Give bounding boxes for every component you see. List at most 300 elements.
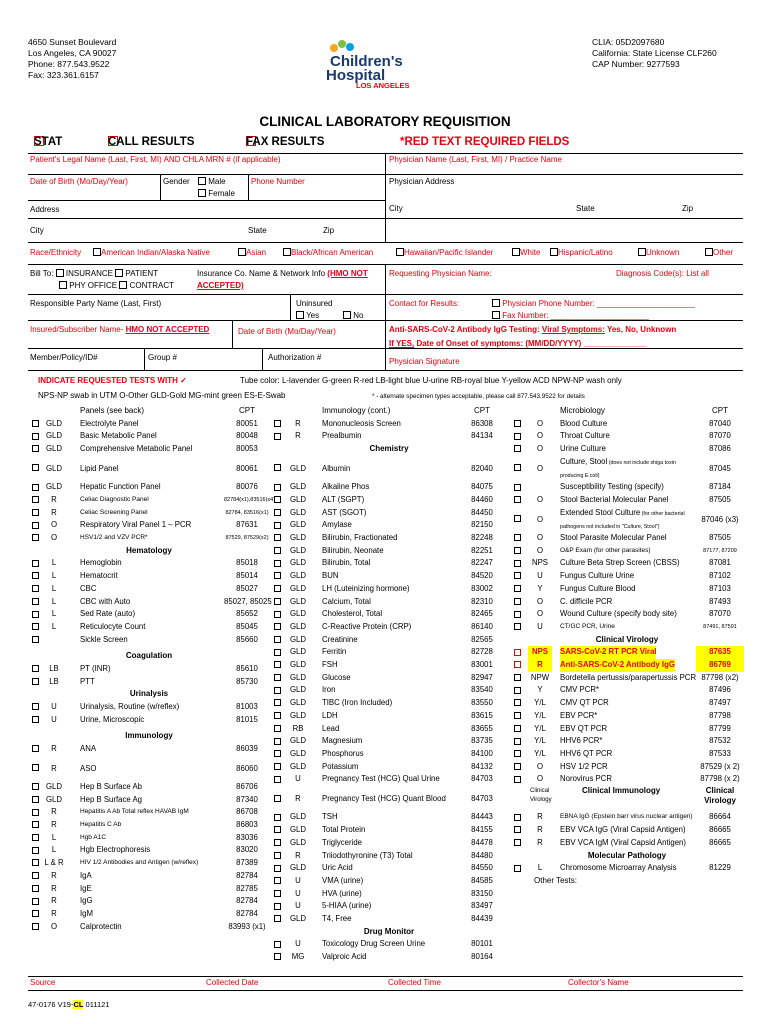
- test-checkbox[interactable]: [274, 903, 281, 910]
- test-row[interactable]: [270, 634, 508, 647]
- test-row[interactable]: [510, 507, 744, 532]
- test-row[interactable]: [270, 938, 508, 951]
- race-option[interactable]: [550, 248, 613, 258]
- test-checkbox[interactable]: [514, 560, 521, 567]
- bill-to-group: [30, 269, 158, 279]
- test-checkbox[interactable]: [514, 826, 521, 833]
- test-checkbox[interactable]: [32, 509, 39, 516]
- test-row[interactable]: [270, 875, 508, 888]
- test-checkbox[interactable]: [514, 585, 521, 592]
- test-checkbox[interactable]: [514, 445, 521, 452]
- test-row[interactable]: [28, 794, 270, 807]
- test-row[interactable]: [270, 913, 508, 926]
- test-row[interactable]: [270, 608, 508, 621]
- test-checkbox[interactable]: [32, 745, 39, 752]
- test-checkbox[interactable]: [274, 598, 281, 605]
- test-checkbox[interactable]: [274, 852, 281, 859]
- race-option[interactable]: [396, 248, 493, 258]
- test-checkbox[interactable]: [514, 484, 521, 491]
- test-checkbox[interactable]: [514, 649, 521, 656]
- test-checkbox[interactable]: [32, 611, 39, 618]
- race-option[interactable]: [512, 248, 540, 258]
- test-row[interactable]: [270, 684, 508, 697]
- phys-phone-checkbox[interactable]: [492, 299, 500, 307]
- fax-number-label: Fax Number: ______________________: [502, 311, 649, 320]
- test-row[interactable]: [28, 743, 270, 756]
- test-name: Uric Acid: [322, 863, 353, 873]
- uninsured-yes-option[interactable]: [296, 311, 319, 321]
- cpt-code: 85014: [236, 571, 258, 581]
- test-row[interactable]: [270, 850, 508, 863]
- test-row[interactable]: [270, 837, 508, 850]
- test-row[interactable]: [270, 583, 508, 596]
- test-checkbox[interactable]: [32, 796, 39, 803]
- test-checkbox[interactable]: [32, 764, 39, 771]
- cpt-code: 87496: [709, 685, 731, 695]
- test-checkbox[interactable]: [514, 420, 521, 427]
- test-row[interactable]: [28, 832, 270, 845]
- test-row[interactable]: [270, 456, 508, 481]
- test-row[interactable]: [510, 862, 744, 875]
- test-row[interactable]: [510, 481, 744, 494]
- test-name: Fungus Culture Blood: [560, 583, 636, 593]
- race-checkbox[interactable]: [238, 248, 246, 256]
- test-row[interactable]: [510, 583, 744, 596]
- test-checkbox[interactable]: [274, 738, 281, 745]
- test-row[interactable]: [510, 824, 744, 837]
- test-row[interactable]: [28, 430, 270, 443]
- test-checkbox[interactable]: [274, 763, 281, 770]
- test-row[interactable]: [270, 570, 508, 583]
- tube-code: GLD: [289, 583, 307, 593]
- race-checkbox[interactable]: [705, 248, 713, 256]
- fax-number-checkbox[interactable]: [492, 311, 500, 319]
- test-row[interactable]: [28, 494, 276, 507]
- test-row[interactable]: [270, 888, 508, 901]
- test-checkbox[interactable]: [274, 534, 281, 541]
- test-row[interactable]: [510, 723, 744, 736]
- male-checkbox[interactable]: [198, 177, 206, 185]
- test-row[interactable]: [28, 519, 270, 532]
- test-checkbox[interactable]: [32, 809, 39, 816]
- race-checkbox[interactable]: [638, 248, 646, 256]
- cpt-code: 87102: [709, 571, 731, 581]
- tube-code: O: [536, 514, 544, 524]
- test-row[interactable]: [28, 570, 270, 583]
- test-checkbox[interactable]: [514, 611, 521, 618]
- test-row[interactable]: [270, 532, 508, 545]
- test-name: Total Protein: [322, 825, 366, 835]
- test-row[interactable]: [270, 672, 508, 685]
- test-row[interactable]: [270, 862, 508, 875]
- test-checkbox[interactable]: [32, 433, 39, 440]
- test-checkbox[interactable]: [274, 712, 281, 719]
- test-row[interactable]: [510, 608, 744, 621]
- test-row[interactable]: [270, 519, 508, 532]
- test-row[interactable]: [510, 837, 744, 850]
- test-row[interactable]: [28, 781, 270, 794]
- test-name: ANA: [80, 743, 97, 753]
- cpt-code: 83550: [471, 698, 493, 708]
- race-option-label: White: [520, 248, 541, 257]
- test-checkbox[interactable]: [514, 433, 521, 440]
- test-row[interactable]: [270, 951, 508, 964]
- test-checkbox[interactable]: [274, 611, 281, 618]
- test-checkbox[interactable]: [274, 623, 281, 630]
- test-name: Valproic Acid: [322, 952, 367, 962]
- test-row[interactable]: [270, 900, 508, 913]
- cpt-code: 87532: [709, 736, 731, 746]
- test-row[interactable]: [270, 507, 508, 520]
- test-checkbox[interactable]: [32, 872, 39, 879]
- contract-checkbox[interactable]: [119, 281, 127, 289]
- test-checkbox[interactable]: [514, 674, 521, 681]
- test-checkbox[interactable]: [274, 674, 281, 681]
- test-checkbox[interactable]: [274, 687, 281, 694]
- cpt-code: 85660: [236, 634, 258, 644]
- contact-results-label: Contact for Results:: [389, 299, 460, 308]
- test-checkbox[interactable]: [274, 464, 281, 471]
- test-checkbox[interactable]: [274, 941, 281, 948]
- test-checkbox[interactable]: [32, 783, 39, 790]
- test-row[interactable]: [510, 570, 744, 583]
- race-checkbox[interactable]: [512, 248, 520, 256]
- test-row[interactable]: [270, 596, 508, 609]
- test-checkbox[interactable]: [274, 649, 281, 656]
- race-option[interactable]: [705, 248, 733, 258]
- test-checkbox[interactable]: [32, 910, 39, 917]
- test-checkbox[interactable]: [32, 678, 39, 685]
- test-row[interactable]: [510, 811, 744, 824]
- tube-code: L: [51, 621, 57, 631]
- cpt-code: 83036: [236, 832, 258, 842]
- tube-code: R: [537, 837, 543, 847]
- test-row[interactable]: [270, 646, 508, 659]
- test-checkbox[interactable]: [32, 585, 39, 592]
- address-label: Address: [30, 205, 60, 214]
- tube-code: R: [51, 908, 57, 918]
- test-row[interactable]: [28, 756, 270, 781]
- test-row[interactable]: [510, 659, 744, 672]
- test-checkbox[interactable]: [514, 534, 521, 541]
- test-checkbox[interactable]: [274, 915, 281, 922]
- test-checkbox[interactable]: [32, 445, 39, 452]
- cpt-code: 87046 (x3): [701, 514, 739, 524]
- test-checkbox[interactable]: [32, 821, 39, 828]
- test-checkbox[interactable]: [274, 725, 281, 732]
- tube-code: R: [51, 883, 57, 893]
- test-checkbox[interactable]: [274, 890, 281, 897]
- test-row[interactable]: [510, 418, 744, 431]
- test-row[interactable]: [510, 773, 744, 786]
- test-row[interactable]: [270, 481, 508, 494]
- test-checkbox[interactable]: [514, 464, 521, 471]
- test-checkbox[interactable]: [514, 839, 521, 846]
- test-row[interactable]: [270, 697, 508, 710]
- test-checkbox[interactable]: [274, 776, 281, 783]
- cpt-code: 87389: [236, 858, 258, 868]
- test-checkbox[interactable]: [32, 560, 39, 567]
- test-checkbox[interactable]: [274, 496, 281, 503]
- female-checkbox[interactable]: [198, 189, 206, 197]
- test-row[interactable]: [28, 634, 270, 647]
- collected-date-label: Collected Date: [206, 978, 259, 987]
- test-row[interactable]: [28, 583, 270, 596]
- test-checkbox[interactable]: [274, 522, 281, 529]
- tube-code: O: [536, 609, 544, 619]
- test-name: LH (Luteinizing hormone): [322, 583, 410, 593]
- test-checkbox[interactable]: [274, 814, 281, 821]
- test-row[interactable]: [28, 443, 270, 456]
- test-row[interactable]: [510, 621, 744, 634]
- test-row[interactable]: [28, 895, 270, 908]
- physician-phone-option[interactable]: [492, 299, 695, 309]
- test-checkbox[interactable]: [32, 484, 39, 491]
- test-row[interactable]: [270, 748, 508, 761]
- test-checkbox[interactable]: [32, 572, 39, 579]
- race-checkbox[interactable]: [396, 248, 404, 256]
- test-row[interactable]: [270, 710, 508, 723]
- test-row[interactable]: [510, 443, 744, 456]
- test-row[interactable]: [510, 532, 744, 545]
- test-checkbox[interactable]: [274, 750, 281, 757]
- tube-code: GLD: [289, 837, 307, 847]
- cpt-code: 85027, 85025: [224, 596, 272, 606]
- test-row[interactable]: [510, 761, 744, 774]
- test-row[interactable]: [28, 608, 270, 621]
- test-checkbox[interactable]: [274, 547, 281, 554]
- test-checkbox[interactable]: [274, 865, 281, 872]
- test-row[interactable]: [28, 870, 270, 883]
- cpt-code: 83735: [471, 736, 493, 746]
- cpt-code: 84703: [471, 774, 493, 784]
- physician-address-label: Physician Address: [389, 177, 455, 186]
- test-row[interactable]: [270, 824, 508, 837]
- test-checkbox[interactable]: [514, 865, 521, 872]
- test-checkbox[interactable]: [274, 699, 281, 706]
- test-row[interactable]: [28, 844, 270, 857]
- test-checkbox[interactable]: [514, 623, 521, 630]
- test-checkbox[interactable]: [32, 859, 39, 866]
- test-checkbox[interactable]: [514, 776, 521, 783]
- test-row[interactable]: [270, 786, 508, 811]
- test-row[interactable]: [270, 723, 508, 736]
- test-row[interactable]: [510, 697, 744, 710]
- race-checkbox[interactable]: [283, 248, 291, 256]
- female-option[interactable]: [198, 189, 235, 199]
- test-checkbox[interactable]: [514, 572, 521, 579]
- cpt-code: 86060: [236, 763, 258, 773]
- test-checkbox[interactable]: [514, 814, 521, 821]
- male-option[interactable]: [198, 177, 226, 187]
- test-row[interactable]: [28, 663, 270, 676]
- test-checkbox[interactable]: [32, 534, 39, 541]
- test-checkbox[interactable]: [32, 885, 39, 892]
- test-row[interactable]: [270, 430, 508, 443]
- test-row[interactable]: [28, 857, 270, 870]
- test-row[interactable]: [28, 806, 270, 819]
- tube-code: O: [50, 533, 58, 542]
- test-row[interactable]: [270, 418, 508, 431]
- test-row[interactable]: [270, 557, 508, 570]
- test-row[interactable]: [28, 596, 270, 609]
- test-row[interactable]: [28, 621, 270, 634]
- test-checkbox[interactable]: [274, 826, 281, 833]
- test-row[interactable]: [28, 701, 270, 714]
- test-checkbox[interactable]: [274, 509, 281, 516]
- race-option[interactable]: [93, 248, 210, 258]
- test-checkbox[interactable]: [514, 725, 521, 732]
- test-checkbox[interactable]: [514, 687, 521, 694]
- test-row[interactable]: [28, 676, 270, 689]
- cpt-code: 84443: [471, 812, 493, 822]
- test-row[interactable]: [270, 621, 508, 634]
- fax-number-option[interactable]: [492, 311, 649, 321]
- test-checkbox[interactable]: [514, 750, 521, 757]
- test-row[interactable]: [510, 684, 744, 697]
- test-checkbox[interactable]: [274, 572, 281, 579]
- test-row[interactable]: [270, 545, 508, 558]
- test-row[interactable]: [28, 714, 270, 727]
- tube-code: U: [295, 888, 301, 898]
- test-checkbox[interactable]: [274, 636, 281, 643]
- test-checkbox[interactable]: [274, 420, 281, 427]
- test-row[interactable]: [28, 532, 270, 545]
- test-row[interactable]: [28, 557, 270, 570]
- test-checkbox[interactable]: [32, 636, 39, 643]
- test-checkbox[interactable]: [514, 598, 521, 605]
- yes-checkbox[interactable]: [296, 311, 304, 319]
- cpt-code: 87340: [236, 794, 258, 804]
- test-row[interactable]: [28, 507, 270, 520]
- test-row[interactable]: [510, 596, 744, 609]
- race-checkbox[interactable]: [93, 248, 101, 256]
- test-checkbox[interactable]: [32, 496, 39, 503]
- physician-state-label: State: [576, 204, 595, 213]
- tube-code: R: [295, 794, 301, 803]
- test-row[interactable]: [270, 811, 508, 824]
- uninsured-no-option[interactable]: [343, 311, 363, 321]
- required-note: *RED TEXT REQUIRED FIELDS: [400, 136, 570, 148]
- test-checkbox[interactable]: [514, 699, 521, 706]
- test-row[interactable]: [510, 557, 744, 570]
- test-checkbox[interactable]: [274, 484, 281, 491]
- dob-label: Date of Birth (Mo/Day/Year): [30, 177, 128, 186]
- test-checkbox[interactable]: [32, 716, 39, 723]
- test-row[interactable]: [28, 418, 270, 431]
- test-checkbox[interactable]: [32, 665, 39, 672]
- test-checkbox[interactable]: [274, 661, 281, 668]
- test-row[interactable]: [510, 710, 744, 723]
- patient-checkbox[interactable]: [115, 269, 123, 277]
- race-checkbox[interactable]: [550, 248, 558, 256]
- race-option[interactable]: [283, 248, 373, 258]
- test-checkbox[interactable]: [514, 515, 521, 522]
- test-row[interactable]: [510, 494, 744, 507]
- test-row[interactable]: [270, 494, 508, 507]
- test-row[interactable]: [28, 883, 270, 896]
- test-checkbox[interactable]: [32, 923, 39, 930]
- test-checkbox[interactable]: [32, 522, 39, 529]
- test-row[interactable]: [28, 908, 270, 921]
- tube-code: GLD: [289, 571, 307, 581]
- test-row[interactable]: [28, 481, 270, 494]
- tube-code: U: [295, 901, 301, 911]
- test-checkbox[interactable]: [32, 898, 39, 905]
- test-checkbox[interactable]: [274, 795, 281, 802]
- tube-code: GLD: [289, 672, 307, 682]
- dob2-label: Date of Birth (Mo/Day/Year): [238, 327, 336, 336]
- test-row[interactable]: [510, 646, 744, 659]
- test-name: Extended Stool Culture (for other bacterial pathogens not included in "Culture, Stool"): [560, 507, 685, 530]
- test-checkbox[interactable]: [32, 598, 39, 605]
- test-checkbox[interactable]: [274, 585, 281, 592]
- cpt-code: 82785: [236, 883, 258, 893]
- insurance-checkbox[interactable]: [56, 269, 64, 277]
- cpt-code: 87798: [709, 710, 731, 720]
- cpt-code: 80051: [236, 418, 258, 428]
- test-row[interactable]: [510, 748, 744, 761]
- test-row[interactable]: [510, 456, 744, 481]
- test-row[interactable]: [510, 672, 744, 685]
- tube-code: O: [50, 921, 58, 931]
- phy-office-checkbox[interactable]: [59, 281, 67, 289]
- test-row[interactable]: [510, 430, 744, 443]
- test-checkbox[interactable]: [514, 496, 521, 503]
- section-heading: Urinalysis: [129, 689, 169, 699]
- test-name: Creatinine: [322, 634, 358, 644]
- race-option[interactable]: [638, 248, 679, 258]
- viral-symptoms: Viral Symptoms:: [541, 325, 605, 334]
- test-name: HHV6 QT PCR: [560, 748, 613, 758]
- test-row[interactable]: [270, 761, 508, 774]
- tube-code: GLD: [289, 634, 307, 644]
- test-row[interactable]: [270, 659, 508, 672]
- test-checkbox[interactable]: [514, 547, 521, 554]
- no-checkbox[interactable]: [343, 311, 351, 319]
- test-checkbox[interactable]: [514, 763, 521, 770]
- test-row[interactable]: [28, 819, 270, 832]
- test-row[interactable]: [28, 921, 270, 934]
- test-checkbox[interactable]: [274, 433, 281, 440]
- test-checkbox[interactable]: [274, 877, 281, 884]
- test-name: Hemoglobin: [80, 558, 122, 568]
- test-row[interactable]: [510, 735, 744, 748]
- cpt-code: 84703: [471, 794, 493, 803]
- test-checkbox[interactable]: [274, 953, 281, 960]
- race-option[interactable]: [238, 248, 266, 258]
- test-checkbox[interactable]: [32, 420, 39, 427]
- test-checkbox[interactable]: [514, 712, 521, 719]
- test-checkbox[interactable]: [32, 464, 39, 471]
- test-row[interactable]: [28, 456, 270, 481]
- test-checkbox[interactable]: [32, 703, 39, 710]
- test-name: C. difficile PCR: [560, 596, 613, 606]
- test-row[interactable]: [270, 773, 508, 786]
- test-checkbox[interactable]: [274, 560, 281, 567]
- test-row[interactable]: [510, 545, 744, 558]
- test-checkbox[interactable]: [32, 834, 39, 841]
- test-checkbox[interactable]: [274, 839, 281, 846]
- test-checkbox[interactable]: [32, 623, 39, 630]
- test-checkbox[interactable]: [514, 661, 521, 668]
- gender-label: Gender: [163, 177, 190, 186]
- test-name: ALT (SGPT): [322, 494, 365, 504]
- test-checkbox[interactable]: [32, 847, 39, 854]
- test-row[interactable]: [270, 735, 508, 748]
- test-name: IgA: [80, 870, 92, 880]
- test-checkbox[interactable]: [514, 738, 521, 745]
